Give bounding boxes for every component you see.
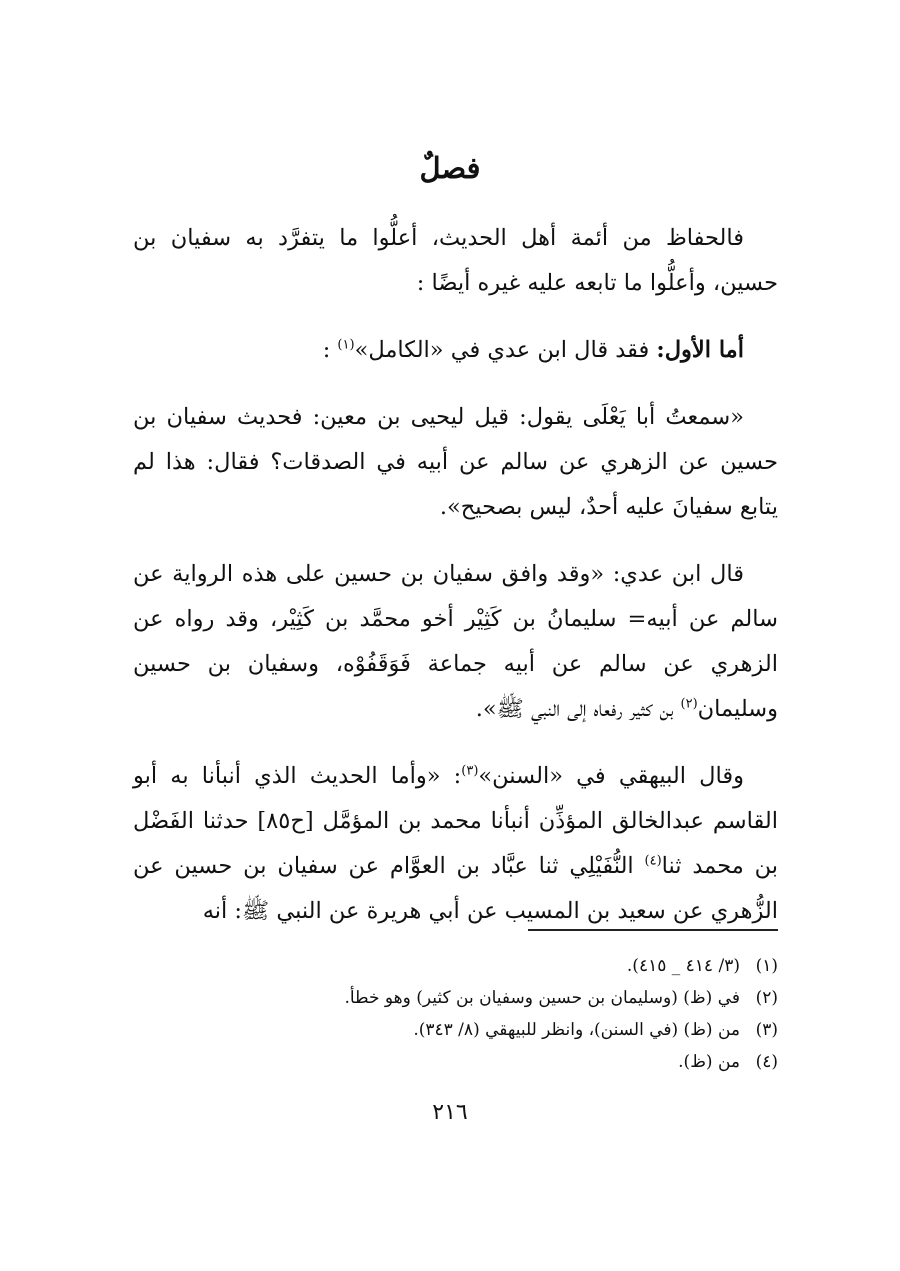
footnote-number: (١) — [755, 956, 778, 976]
footnote-number: (٢) — [755, 988, 778, 1008]
section-heading: فصلٌ — [419, 151, 481, 185]
paragraph-5-part-a: وقال البيهقي في «السنن» — [478, 763, 744, 789]
main-text — [133, 216, 778, 956]
paragraph-2-tail: : — [322, 337, 338, 363]
footnote-text: في (ظ) (وسليمان بن حسين وسفيان بن كثير) وهو خطأ. — [344, 988, 740, 1008]
paragraph-1: فالحفاظ من أئمة أهل الحديث، أعلُّوا ما يتفرَّد به سفيان بن حسين، وأعلُّوا ما تابعه عليه غيره أيضًا : — [133, 225, 778, 296]
footnote-item — [133, 1046, 778, 1078]
footnote-ref-2: (٢) — [680, 696, 698, 712]
paragraph-5-part-c: النُّفَيْلِي ثنا عبَّاد بن العوَّام عن سفيان بن حسين عن الزُّهري عن سعيد بن المسيب عن أبي هريرة عن النبي ﷺ: أنه — [133, 853, 778, 924]
paragraph-4 — [133, 552, 778, 732]
footnote-ref-4: (٤) — [644, 853, 662, 869]
footnote-text: من (ظ). — [678, 1052, 740, 1072]
paragraph-4-part-b: بن كثير رفعاه إلى النبي ﷺ». — [475, 696, 681, 722]
footnote-number: (٤) — [755, 1052, 778, 1072]
paragraph-3: «سمعتُ أبا يَعْلَى يقول: قيل ليحيى بن معين: فحديث سفيان بن حسين عن الزهري عن سالم عن أبيه في الصدقات؟ فقال: هذا لم يتابع سفيانَ عليه أحدٌ، ليس بصحيح». — [133, 404, 778, 520]
footnotes — [133, 950, 778, 1078]
paragraph-5-part-b: : «وأما الحديث الذي أنبأنا به أبو القاسم عبدالخالق المؤذِّن أنبأنا محمد بن المؤمَّل [ح٨٥] حدثنا الفَضْل بن محمد ثنا — [133, 763, 779, 879]
paragraph-4-part-a: قال ابن عدي: «وقد وافق سفيان بن حسين على هذه الرواية عن سالم عن أبيه= سليمانُ بن كَثِيْر أخو محمَّد بن كَثِيْر، وقد رواه عن الزهري عن سالم عن أبيه جماعة فَوَقَفُوْه، وسفيان بن حسين وسليمان — [133, 561, 778, 722]
paragraph-2 — [133, 328, 778, 373]
paragraph-2-text: فقد قال ابن عدي في «الكامل» — [354, 337, 657, 363]
footnote-number: (٣) — [755, 1020, 778, 1040]
footnote-divider — [528, 929, 778, 931]
footnote-item — [133, 950, 778, 982]
page-number: ٢١٦ — [432, 1100, 468, 1125]
footnote-text: من (ظ) (في السنن)، وانظر للبيهقي (٨/ ٣٤٣). — [413, 1020, 740, 1040]
footnote-text: (٣/ ٤١٤ _ ٤١٥). — [626, 956, 740, 976]
footnote-item — [133, 1014, 778, 1046]
paragraph-2-lead: أما الأول: — [656, 337, 744, 363]
footnote-ref-1: (١) — [337, 337, 355, 353]
footnote-ref-3: (٣) — [461, 763, 479, 779]
footnote-item — [133, 982, 778, 1014]
paragraph-5 — [133, 754, 778, 934]
